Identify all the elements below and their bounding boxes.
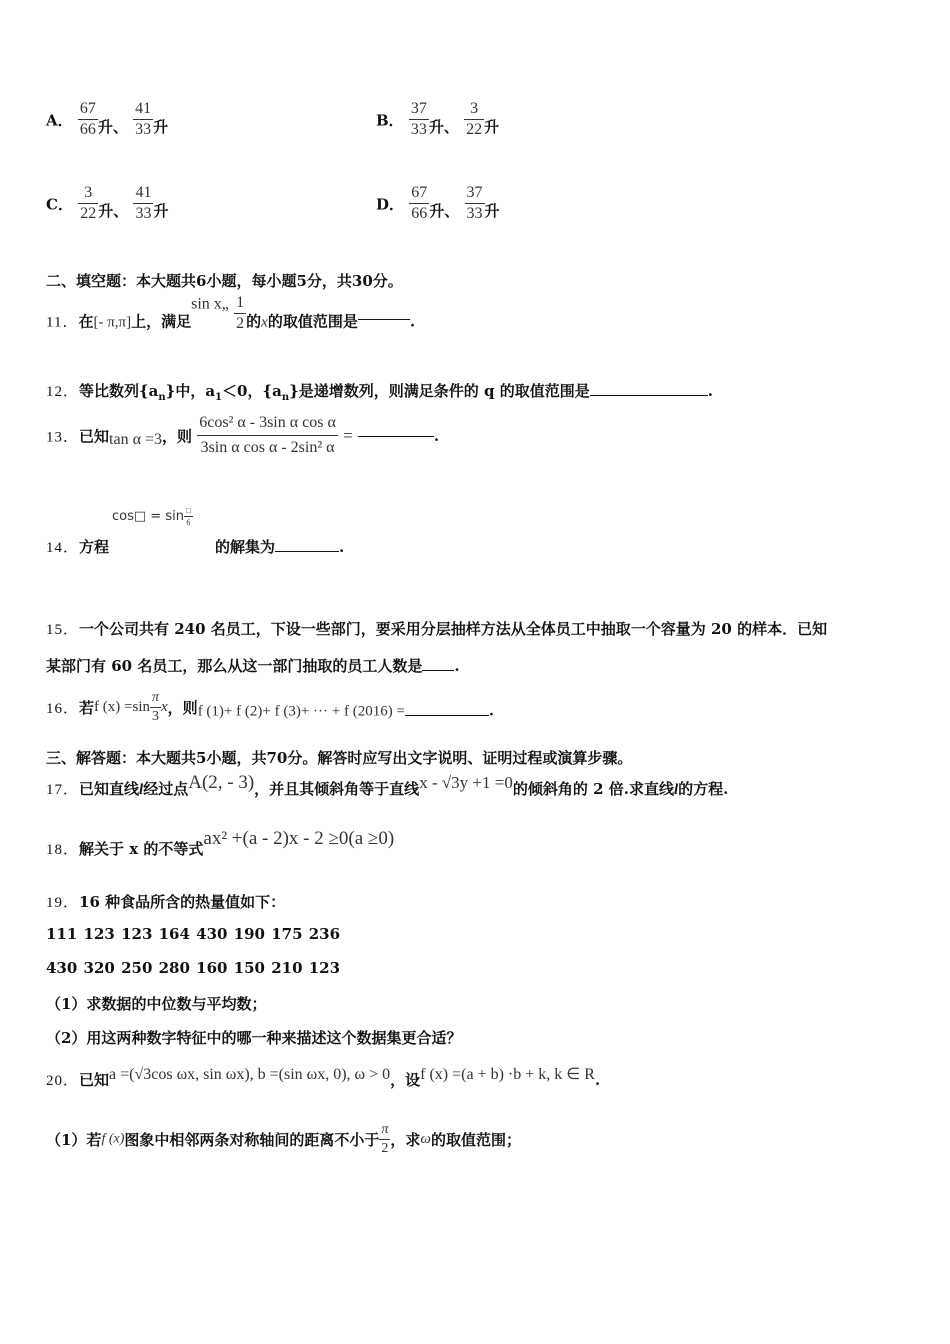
fraction: $\frac{3}{22}$ [466, 100, 483, 139]
option-d: D． $\frac{67}{66}$ 升、 $\frac{37}{33}$ 升 [376, 184, 500, 223]
option-c: C． $\frac{3}{22}$ 升、 $\frac{41}{33}$ 升 [46, 184, 169, 223]
fraction: $\frac{\pi}{3}$ [151, 690, 159, 725]
section-heading-solve: 三、解答题：本大题共5小题，共70分。解答时应写出文字说明、证明过程或演算步骤。 [46, 749, 633, 767]
fraction-expression: $\frac{\text{6cos² α - 3sin α cos α}}{\text{3sin α cos α - 2sin² α}}$ [199, 414, 336, 457]
option-d-label: D． [376, 195, 405, 214]
data-row-1: 111 123 123 164 430 190 175 236 [46, 925, 341, 943]
fraction: $\frac{67}{66}$ [411, 184, 428, 223]
fraction: $\frac{41}{33}$ [135, 184, 152, 223]
question-15: 15．一个公司共有 240 名员工，下设一些部门，要采用分层抽样方法从全体员工中抽取一个容量为 20 的样本．已知 [46, 620, 828, 638]
question-17: 17．已知直线l经过点A(2, - 3)，并且其倾斜角等于直线x - √3y +1 =0的倾斜角的 2 倍.求直线l的方程. [46, 772, 729, 798]
fraction: $\frac{\pi}{2}$ [381, 1122, 389, 1157]
data-row-2: 430 320 250 280 160 150 210 123 [46, 959, 341, 977]
fraction: $\frac{1}{2}$ [236, 294, 245, 333]
question-20-part-1: （1）若f (x)图象中相邻两条对称轴间的距离不小于 $\frac{\pi}{2}$ ，求ω的取值范围； [46, 1122, 522, 1157]
fraction: $\frac{41}{33}$ [135, 100, 152, 139]
question-11: 11．在[- π,π]上，满足sin x„ $\frac{1}{2}$ 的x的取值范围是 . [46, 294, 416, 333]
fraction: $\frac{3}{22}$ [80, 184, 97, 223]
fraction: $\frac{37}{33}$ [410, 100, 427, 139]
question-19-part-1: （1）求数据的中位数与平均数； [46, 995, 267, 1013]
question-20: 20．已知a =(√3cos ωx, sin ωx), b =(sin ωx, 0), ω > 0，设f (x) =(a + b) ·b + k, k ∈ R. [46, 1066, 601, 1089]
question-13: 13．已知tan α =3，则 $\frac{\text{6cos² α - 3sin α cos α}}{\text{3sin α cos α - 2sin² α}}$ = . [46, 414, 440, 457]
question-19-part-2: （2）用这两种数字特征中的哪一种来描述这个数据集更合适？ [46, 1029, 462, 1047]
question-15-line2: 某部门有 60 名员工，那么从这一部门抽取的员工人数是 . [46, 657, 460, 675]
fraction: $\frac{67}{66}$ [79, 100, 96, 139]
question-18: 18．解关于 x 的不等式ax² +(a - 2)x - 2 ≥0(a ≥0) [46, 828, 395, 858]
option-c-label: C． [46, 195, 73, 214]
question-16: 16．若f (x) =sin $\frac{\pi}{3}$ x，则f (1)+ f (2)+ f (3)+ ··· + f (2016) = . [46, 690, 495, 725]
option-b: B． $\frac{37}{33}$ 升、 $\frac{3}{22}$ 升 [376, 100, 500, 139]
question-12: 12．等比数列$\{a_n\}$中，$a_1<0$，$\{a_n\}$是递增数列，则满足条件的 q 的取值范围是 . [46, 382, 713, 403]
fraction: $\frac{37}{33}$ [466, 184, 483, 223]
option-a: A． $\frac{67}{66}$ 升、 $\frac{41}{33}$ 升 [46, 100, 169, 139]
question-19: 19．16 种食品所含的热量值如下： [46, 893, 286, 911]
option-b-label: B． [376, 111, 404, 130]
option-a-label: A． [46, 111, 73, 130]
equation-image: cos□ = sin $\frac{□}{6}$ [112, 506, 191, 528]
section-heading-fill-in: 二、填空题：本大题共6小题，每小题5分，共30分。 [46, 272, 403, 290]
